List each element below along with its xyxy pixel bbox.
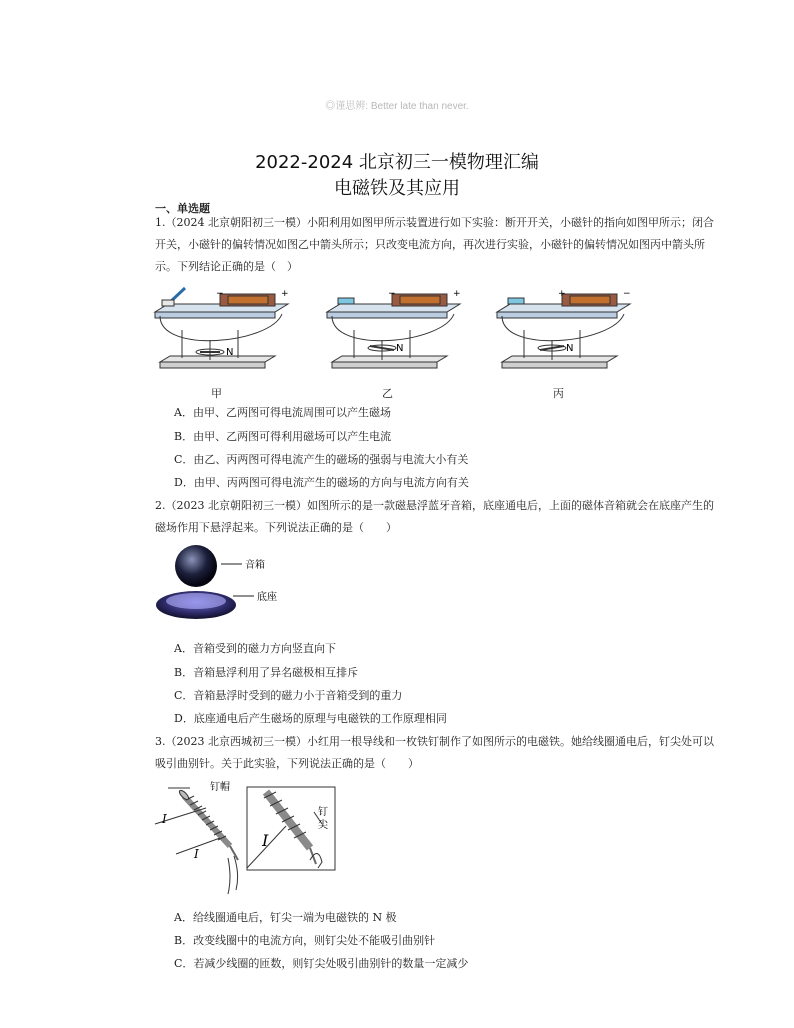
q3-option-b: B．改变线圈中的电流方向，则钉尖处不能吸引曲别针 [174, 934, 436, 947]
caption-yi: 乙 [382, 387, 393, 400]
plus-label: + [281, 289, 289, 299]
plus-label-bing: + [558, 289, 566, 299]
q2-option-b: B．音箱悬浮利用了异名磁极相互排斥 [174, 666, 359, 679]
doc-subtitle: 电磁铁及其应用 [334, 178, 460, 199]
q1-figure [150, 284, 650, 384]
apparatus-jia [155, 288, 288, 368]
q3-option-a: A．给线圈通电后，钉尖一端为电磁铁的 N 极 [174, 911, 397, 924]
minus-label-yi: − [388, 289, 396, 299]
nail-cap-label: 钉帽 [210, 782, 230, 793]
speaker-label: 音箱 [245, 560, 265, 571]
question-3-text: 3.（2023 北京西城初三一模）小红用一根导线和一枚铁钉制作了如图所示的电磁铁。她给线圈通电后，钉尖处可以吸引曲别针。关于此实验，下列说法正确的是（ ） [155, 735, 714, 770]
current-label-2: I [194, 847, 199, 861]
base-label: 底座 [257, 592, 277, 603]
watermark: ◎谨思辨: Better late than never. [325, 101, 469, 112]
q1-option-c: C．由乙、丙两图可得电流产生的磁场的强弱与电流大小有关 [174, 453, 469, 466]
north-label-bing: N [566, 343, 574, 354]
question-1-text: 1.（2024 北京朝阳初三一模）小阳利用如图甲所示装置进行如下实验：断开开关，小磁针的指向如图甲所示；闭合 开关，小磁针的偏转情况如图乙中箭头所示；只改变电流方向，再次进行实验，小磁针的偏转情况如图丙中箭头所示。下列结论正确的是（ ） [155, 216, 714, 273]
current-label-3: I [262, 831, 269, 850]
q3-option-c: C．若减少线圈的匝数，则钉尖处吸引曲别针的数量一定减少 [174, 957, 469, 970]
q2-option-c: C．音箱悬浮时受到的磁力小于音箱受到的重力 [174, 689, 403, 702]
nail-tip-label-2: 尖 [318, 820, 328, 831]
q2-option-d: D．底座通电后产生磁场的原理与电磁铁的工作原理相同 [174, 712, 447, 725]
speaker-image [175, 545, 217, 587]
apparatus-bing [497, 294, 630, 368]
q3-figure [150, 778, 340, 900]
apparatus-yi [327, 294, 460, 368]
caption-bing: 丙 [553, 387, 564, 400]
q2-figure [150, 543, 290, 628]
north-label: N [226, 347, 234, 358]
section-heading: 一、单选题 [155, 202, 210, 215]
minus-label: − [216, 289, 224, 299]
nail-tip-label-1: 钉 [318, 807, 328, 818]
minus-label-bing: − [623, 289, 631, 299]
q1-option-b: B．由甲、乙两图可得利用磁场可以产生电流 [174, 430, 392, 443]
plus-label-yi: + [453, 289, 461, 299]
q1-option-d: D．由甲、丙两图可得电流产生的磁场的方向与电流方向有关 [174, 476, 469, 489]
q2-option-a: A．音箱受到的磁力方向竖直向下 [174, 642, 336, 655]
current-label-1: I [162, 812, 167, 826]
doc-title: 2022-2024 北京初三一模物理汇编 [255, 152, 539, 173]
q1-option-a: A．由甲、乙两图可得电流周围可以产生磁场 [174, 406, 391, 419]
caption-jia: 甲 [211, 387, 222, 400]
question-2-text: 2.（2023 北京朝阳初三一模）如图所示的是一款磁悬浮蓝牙音箱，底座通电后，上面的磁体音箱就会在底座产生的磁场作用下悬浮起来。下列说法正确的是（ ） [155, 499, 714, 534]
north-label-yi: N [396, 343, 404, 354]
